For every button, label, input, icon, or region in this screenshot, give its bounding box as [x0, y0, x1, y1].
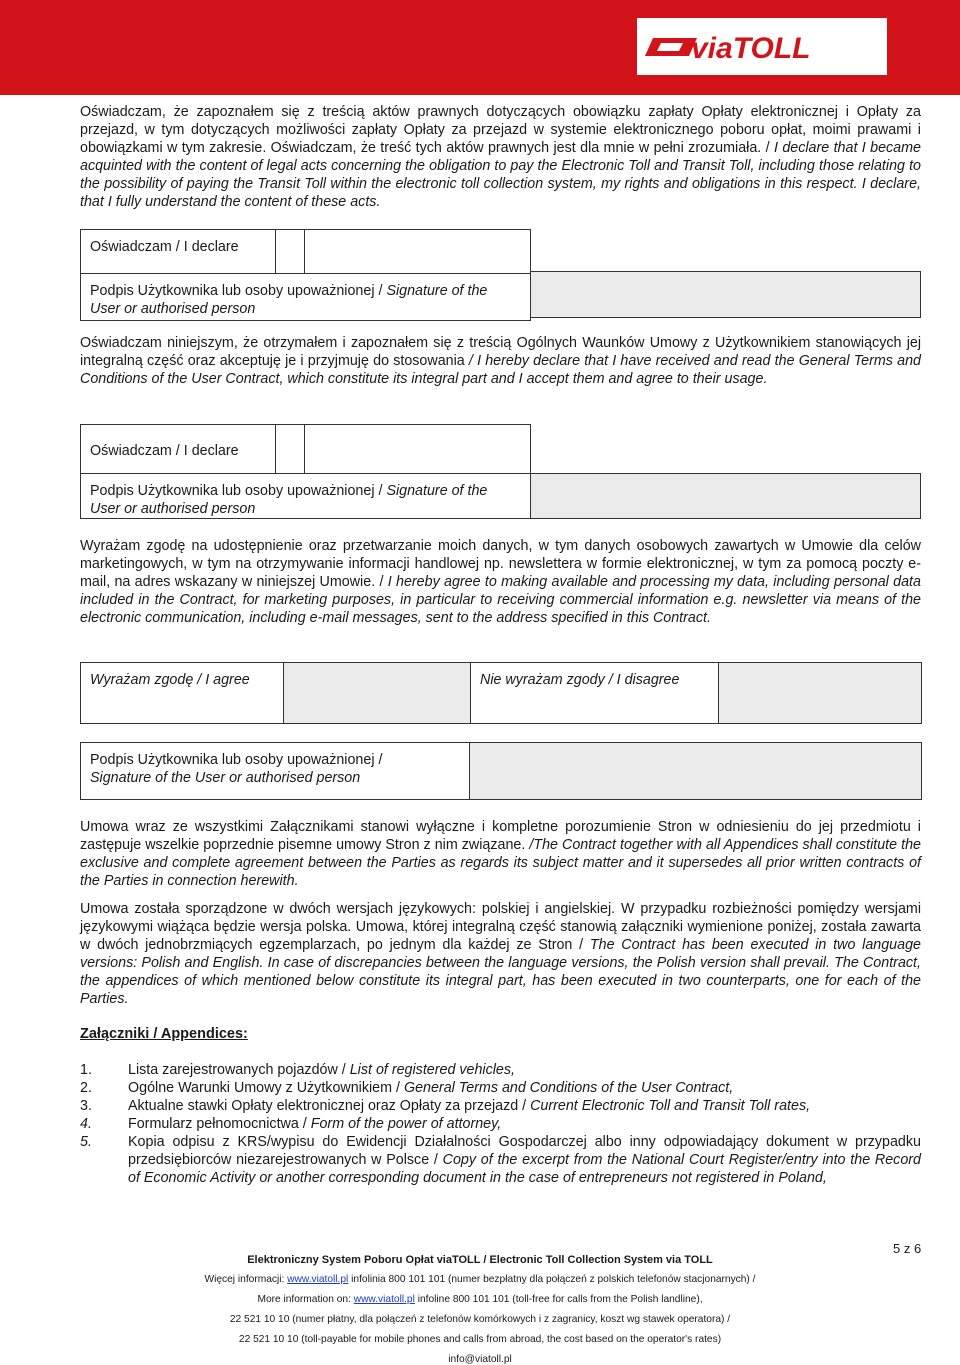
agree-label-cell	[80, 662, 284, 724]
signature-label-english: Signature of the User or authorised person	[90, 770, 361, 786]
paragraph-english: /The Contract together with all Appendices shall constitute the exclusive and complete agreement between the Parties as regards its subject matter and it supersedes all prior written contracts of the Parties in connection herewith.	[80, 836, 921, 889]
footer-line-1	[180, 1270, 780, 1290]
paragraph-legal-acts	[80, 104, 921, 211]
list-item-english: General Terms and Conditions of the User Contract,	[403, 1080, 734, 1096]
list-item-text	[128, 1115, 921, 1133]
paragraph-english: I hereby agree to making available and processing my data, including personal data included in the Contract, for marketing purposes, in particular to receiving commercial information e.g. newsletter via means of the electronic communication, including e-mail messages, sent to the address specified in this Contract.	[80, 573, 921, 626]
list-item-text	[128, 1061, 921, 1079]
list-item-number: 3.	[80, 1098, 92, 1114]
disagree-label-cell	[470, 662, 719, 724]
signature-label-polish: Podpis Użytkownika lub osoby upoważnionej /	[90, 752, 383, 768]
consent-table	[80, 662, 921, 724]
list-item	[80, 1079, 921, 1097]
paragraph-entire-agreement	[80, 819, 921, 891]
paragraph-polish: Oświadczam, że zapoznałem się z treścią aktów prawnych dotyczących obowiązku zapłaty Opłaty elektronicznej i Opłaty za przejazd, w tym dotyczących możliwości zapłaty Opłaty za przejazd w systemie elektronicznego poboru opłat, moimi prawami i obowiązkami w tym zakresie. Oświadczam, że treść tych aktów prawnych jest dla mnie w pełni zrozumiała. /	[80, 104, 921, 156]
agree-label: Wyrażam zgodę / I agree	[90, 672, 250, 688]
signature-label-english: Signature of the User or authorised person	[90, 483, 488, 517]
appendices-heading: Załączniki / Appendices:	[80, 1026, 248, 1042]
declare-label: Oświadczam / I declare	[90, 239, 239, 255]
list-item-polish: Aktualne stawki Opłaty elektronicznej oraz Opłaty za przejazd /	[128, 1098, 531, 1114]
footer-text: infolinia 800 101 101 (numer bezpłatny dla połączeń z polskich telefonów stacjonarnych) /	[348, 1274, 756, 1285]
declare-checkbox[interactable]	[275, 229, 305, 274]
declare-label-cell	[80, 229, 276, 274]
signature-label-cell	[80, 473, 531, 519]
signature-label-polish: Podpis Użytkownika lub osoby upoważnionej /	[90, 283, 387, 299]
website-link[interactable]: www.viatoll.pl	[287, 1274, 349, 1285]
footer-line-2	[180, 1290, 780, 1310]
list-item-polish: Ogólne Warunki Umowy z Użytkownikiem /	[128, 1080, 404, 1096]
list-item-number: 1.	[80, 1062, 92, 1078]
footer-line-4: 22 521 10 10 (toll-payable for mobile phones and calls from abroad, the cost based on the operator's rates)	[238, 1334, 722, 1345]
declare-label: Oświadczam / I declare	[90, 443, 239, 459]
list-item-number: 4.	[80, 1116, 92, 1132]
footer-title: Elektroniczny System Poboru Opłat viaTOLL / Electronic Toll Collection System via TOLL	[247, 1254, 713, 1266]
list-item-number: 2.	[80, 1080, 92, 1096]
viatoll-logo-graphic	[637, 18, 887, 75]
header-band	[0, 0, 960, 95]
signature-label-cell	[80, 742, 470, 800]
list-item	[80, 1061, 921, 1079]
list-item-text	[128, 1133, 921, 1187]
footer-text: Więcej informacji:	[204, 1274, 288, 1285]
declare-table-2	[80, 424, 531, 519]
list-item	[80, 1097, 921, 1115]
paragraph-general-terms	[80, 335, 921, 389]
signature-label-english: Signature of the User or authorised person	[90, 283, 488, 317]
list-item-polish: Formularz pełnomocnictwa /	[128, 1116, 311, 1132]
appendices-list	[80, 1061, 921, 1187]
footer-text: More information on:	[257, 1294, 354, 1305]
disagree-label: Nie wyrażam zgody / I disagree	[480, 672, 680, 688]
list-item-number: 5.	[80, 1134, 92, 1150]
declare-checkbox[interactable]	[275, 424, 305, 474]
list-item-polish: Kopia odpisu z KRS/wypisu do Ewidencji Działalności Gospodarczej albo inny odpowiadający dokument w przypadku przedsiębiorców niezarejestrowanych w Polsce /	[128, 1134, 921, 1168]
footer-line-3: 22 521 10 10 (numer płatny, dla połączeń z telefonów komórkowych i z zagranicy, koszt wg stawek operatora) /	[229, 1314, 731, 1325]
paragraph-marketing-consent	[80, 538, 921, 628]
paragraph-english: / I hereby declare that I have received and read the General Terms and Conditions of the User Contract, which constitute its integral part and I accept them and agree to their usage.	[80, 352, 921, 387]
list-item-text	[128, 1079, 921, 1097]
signature-label-polish: Podpis Użytkownika lub osoby upoważnionej /	[90, 483, 387, 499]
list-item-polish: Lista zarejestrowanych pojazdów /	[128, 1062, 350, 1078]
list-item-text	[128, 1097, 921, 1115]
paragraph-language-versions	[80, 901, 921, 1008]
signature-label-cell	[80, 273, 531, 321]
list-item	[80, 1133, 921, 1187]
signature-field-1[interactable]	[530, 271, 921, 318]
signature-field-2[interactable]	[530, 473, 921, 519]
declare-label-cell	[80, 424, 276, 474]
list-item-english: Form of the power of attorney,	[310, 1116, 502, 1132]
paragraph-polish: Umowa wraz ze wszystkimi Załącznikami stanowi wyłączne i kompletne porozumienie Stron w odniesieniu do jej przedmiotu i zastępuje wszelkie poprzednie pisemne umowy Stron z nim związane.	[80, 819, 921, 853]
logo-wordmark: viaTOLL	[691, 32, 811, 65]
paragraph-polish: Oświadczam niniejszym, że otrzymałem i zapoznałem się z treścią Ogólnych Waunków Umowy z Użytkownikiem stanowiących jej integralną część oraz akceptuję je i przyjmuję do stosowania	[80, 335, 921, 369]
viatoll-logo	[637, 18, 887, 75]
list-item	[80, 1115, 921, 1133]
paragraph-english: I declare that I became acquinted with the content of legal acts concerning the obligation to pay the Electronic Toll and Transit Toll, including those relating to the possibility of paying the Transit Toll within the electronic toll collection system, my rights and obligations in this respect. I declare, that I fully understand the content of these acts.	[80, 139, 921, 210]
website-link[interactable]: www.viatoll.pl	[353, 1294, 415, 1305]
signature-table-3	[80, 742, 921, 800]
declare-table-1	[80, 229, 531, 321]
list-item-english: List of registered vehicles,	[349, 1062, 516, 1078]
list-item-english: Current Electronic Toll and Transit Toll rates,	[530, 1098, 811, 1114]
paragraph-polish: Umowa została sporządzone w dwóch wersjach językowych: polskiej i angielskiej. W przypadku rozbieżności pomiędzy wersjami językowymi wiążąca będzie wersja polska. Umowa, której integralną część stanowią załączniki wymienione poniżej, została zawarta w dwóch jednobrzmiących egzemplarzach, po jednym dla każdej ze Stron /	[80, 901, 921, 953]
footer-text: infoline 800 101 101 (toll-free for calls from the Polish landline),	[414, 1294, 703, 1305]
page-number: 5 z 6	[893, 1241, 922, 1256]
list-item-english: Copy of the excerpt from the National Court Register/entry into the Record of Economic Activity or another corresponding document in the case of entrepreneurs not registered in Poland,	[128, 1152, 921, 1186]
disagree-checkbox[interactable]	[718, 662, 922, 724]
footer	[180, 1250, 780, 1365]
paragraph-polish: Wyrażam zgodę na udostępnienie oraz przetwarzanie moich danych, w tym danych osobowych zawartych w Umowie dla celów marketingowych, w tym na otrzymywanie informacji handlowej np. newslettera w formie elektronicznej, w tym za pomocą poczty e-mail, na adres wskazany w niniejszej Umowie. /	[80, 538, 921, 590]
paragraph-english: The Contract has been executed in two language versions: Polish and English. In case of discrepancies between the language versions, the Polish version shall prevail. The Contract, the appendices of which mentioned below constitute its integral part, has been executed in two counterparts, one for each of the Parties.	[80, 936, 921, 1007]
agree-checkbox[interactable]	[283, 662, 471, 724]
signature-field-3[interactable]	[469, 742, 922, 800]
footer-email[interactable]: info@viatoll.pl	[448, 1354, 512, 1365]
